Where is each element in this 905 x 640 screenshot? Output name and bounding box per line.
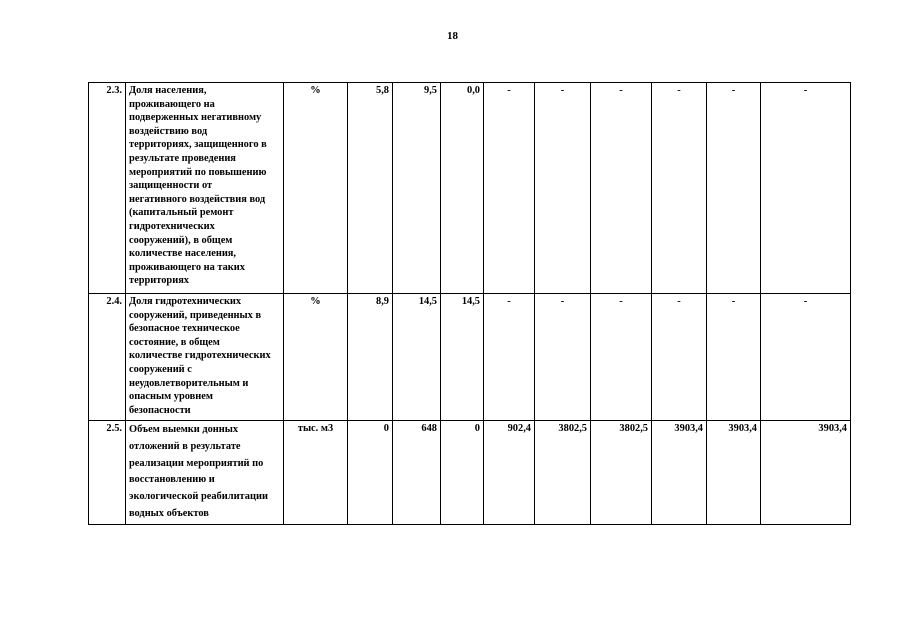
value-cell: - (535, 83, 591, 294)
table-row (89, 421, 851, 525)
value-cell: 3903,4 (707, 421, 761, 525)
value-cell: - (652, 294, 707, 421)
value-cell: - (535, 294, 591, 421)
value-cell: 648 (393, 421, 441, 525)
value-cell: 0 (441, 421, 484, 525)
value-cell: 0 (348, 421, 393, 525)
indicator-name-cell: Объем выемки донных отложений в результате реализации мероприятий по восстановлению и экологической реабилитации водных объектов (126, 421, 284, 525)
table-body (89, 83, 851, 525)
value-cell: - (591, 83, 652, 294)
unit-cell: % (284, 83, 348, 294)
indicators-table (88, 82, 851, 525)
value-cell: 902,4 (484, 421, 535, 525)
value-cell: - (484, 83, 535, 294)
value-cell: 3802,5 (591, 421, 652, 525)
indicator-name-cell: Доля гидротехнических сооружений, приведенных в безопасное техническое состояние, в общем количестве гидротехнических сооружений с неудовлетворительным и опасным уровнем безопасности (126, 294, 284, 421)
value-cell: 3802,5 (535, 421, 591, 525)
value-cell: 14,5 (393, 294, 441, 421)
page-number: 18 (447, 30, 458, 42)
row-number-cell: 2.3. (89, 83, 126, 294)
value-cell: 14,5 (441, 294, 484, 421)
value-cell: 8,9 (348, 294, 393, 421)
value-cell: - (591, 294, 652, 421)
table-row (89, 83, 851, 294)
row-number-cell: 2.4. (89, 294, 126, 421)
table-row (89, 294, 851, 421)
value-cell: 0,0 (441, 83, 484, 294)
value-cell: - (652, 83, 707, 294)
value-cell: - (761, 83, 851, 294)
indicator-name-cell: Доля населения, проживающего на подверженных негативному воздействию вод территориях, защищенного в результате проведения мероприятий по повышению защищенности от негативного воздействия вод (капитальный ремонт гидротехнических сооружений), в общем количестве населения, проживающего на таких территориях (126, 83, 284, 294)
row-number-cell: 2.5. (89, 421, 126, 525)
unit-cell: тыс. м3 (284, 421, 348, 525)
value-cell: - (707, 83, 761, 294)
unit-cell: % (284, 294, 348, 421)
value-cell: 3903,4 (761, 421, 851, 525)
value-cell: - (707, 294, 761, 421)
value-cell: 3903,4 (652, 421, 707, 525)
value-cell: 9,5 (393, 83, 441, 294)
value-cell: 5,8 (348, 83, 393, 294)
value-cell: - (761, 294, 851, 421)
value-cell: - (484, 294, 535, 421)
